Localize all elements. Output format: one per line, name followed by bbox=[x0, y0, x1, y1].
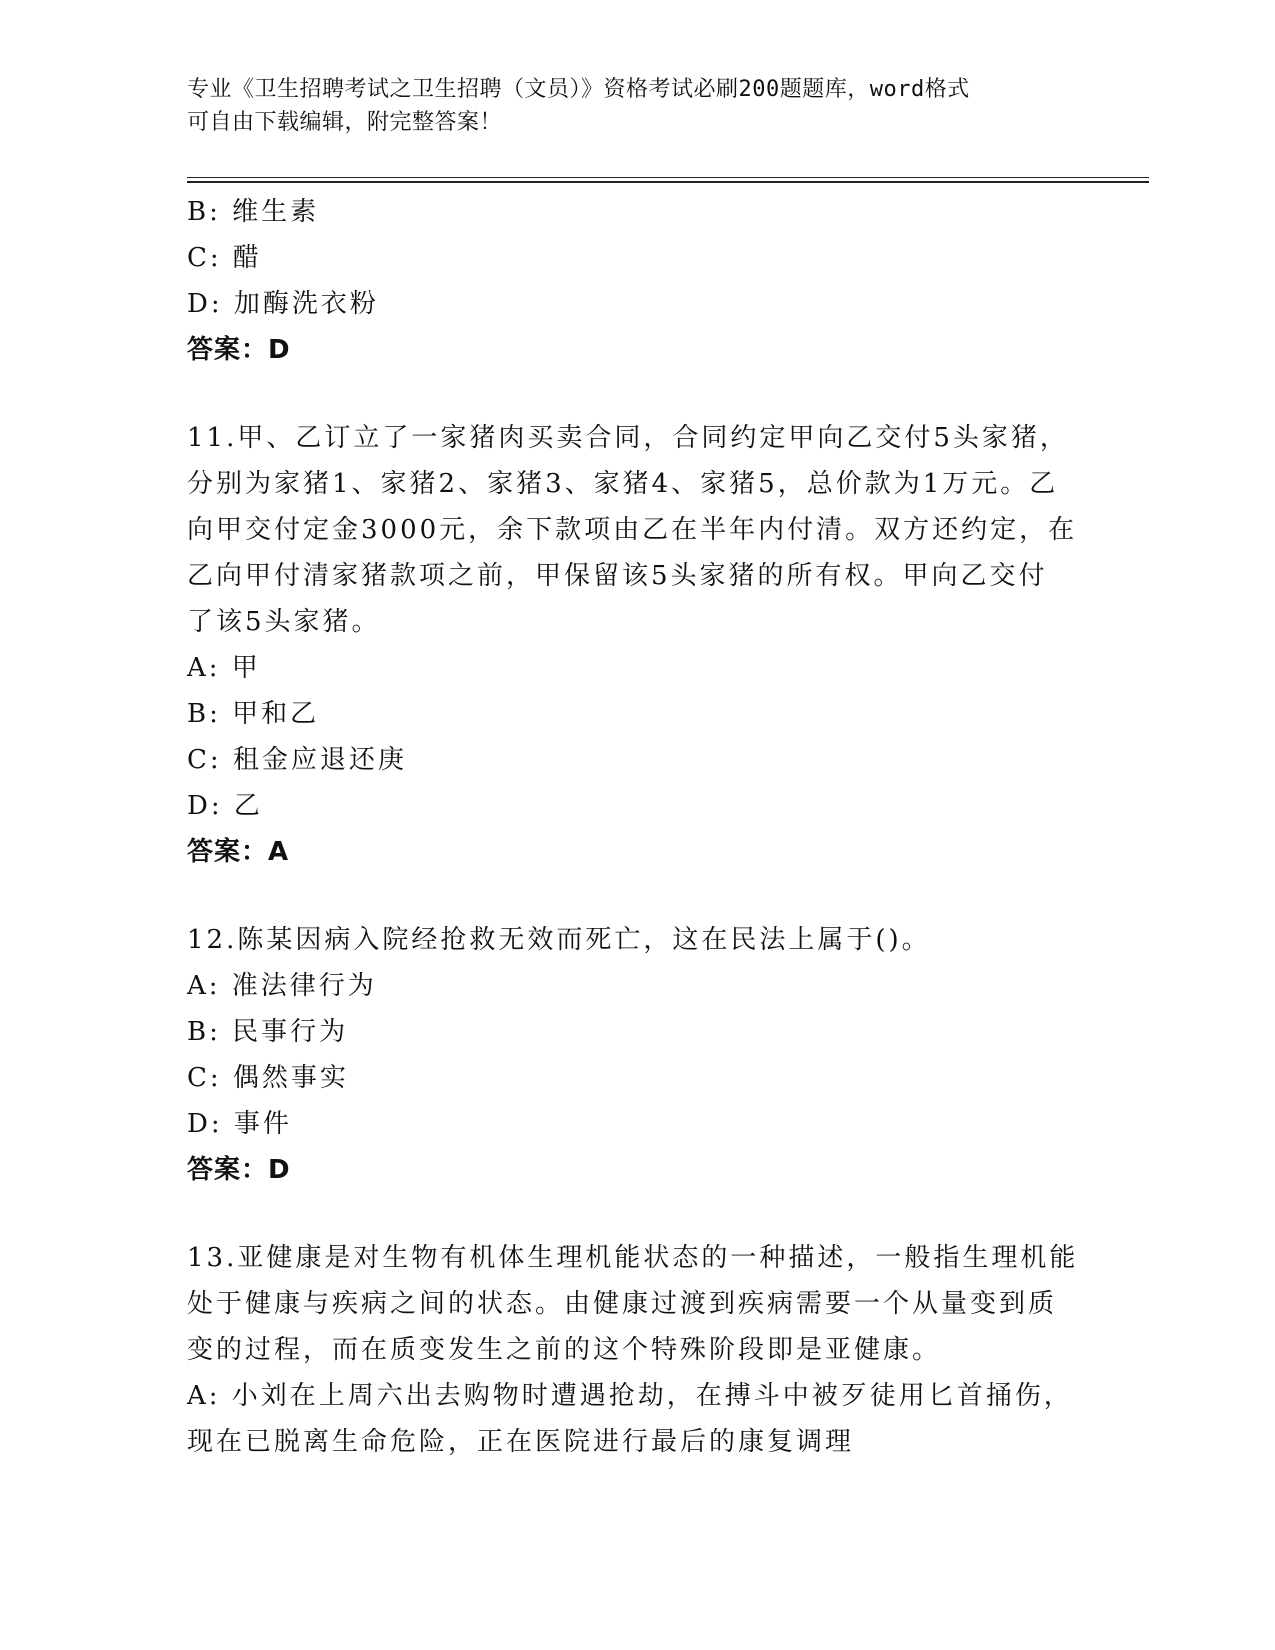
option-c: C: 租金应退还庚 bbox=[187, 745, 407, 775]
document-header bbox=[187, 73, 1087, 139]
question-text bbox=[187, 415, 1087, 645]
question-text-line: 13.亚健康是对生物有机体生理机能状态的一种描述，一般指生理机能 bbox=[187, 1243, 1079, 1273]
option-c: C: 醋 bbox=[187, 243, 262, 273]
option-d: D: 乙 bbox=[187, 791, 263, 821]
option-a: A: 甲 bbox=[187, 653, 261, 683]
question-12 bbox=[187, 917, 1087, 1193]
option-a: A: 准法律行为 bbox=[187, 971, 377, 1001]
spacer bbox=[187, 1193, 1087, 1235]
option-b: B: 民事行为 bbox=[187, 1017, 349, 1047]
question-text-line: 12.陈某因病入院经抢救无效而死亡，这在民法上属于()。 bbox=[187, 925, 931, 955]
question-text-line: 处于健康与疾病之间的状态。由健康过渡到疾病需要一个从量变到质 bbox=[187, 1289, 1058, 1319]
question-text-line: 变的过程，而在质变发生之前的这个特殊阶段即是亚健康。 bbox=[187, 1335, 942, 1365]
question-body bbox=[187, 189, 1087, 1465]
answer-label: 答案：A bbox=[187, 837, 290, 867]
question-10-remainder bbox=[187, 189, 1087, 373]
option-b: B: 维生素 bbox=[187, 197, 320, 227]
question-13 bbox=[187, 1235, 1087, 1465]
question-text-line: 11.甲、乙订立了一家猪肉买卖合同，合同约定甲向乙交付5头家猪， bbox=[187, 423, 1069, 453]
answer-label: 答案：D bbox=[187, 1155, 291, 1185]
option-c: C: 偶然事实 bbox=[187, 1063, 349, 1093]
question-11 bbox=[187, 415, 1087, 875]
option-a-continued: 现在已脱离生命危险，正在医院进行最后的康复调理 bbox=[187, 1427, 855, 1457]
option-d: D: 加酶洗衣粉 bbox=[187, 289, 379, 319]
option-b: B: 甲和乙 bbox=[187, 699, 320, 729]
option-a: A: 小刘在上周六出去购物时遭遇抢劫，在搏斗中被歹徒用匕首捅伤， bbox=[187, 1381, 1073, 1411]
question-text-line: 向甲交付定金3000元，余下款项由乙在半年内付清。双方还约定，在 bbox=[187, 515, 1078, 545]
question-text-line: 乙向甲付清家猪款项之前，甲保留该5头家猪的所有权。甲向乙交付 bbox=[187, 561, 1048, 591]
question-text-line: 了该5头家猪。 bbox=[187, 607, 381, 637]
header-line-1: 专业《卫生招聘考试之卫生招聘（文员）》资格考试必刷200题题库，word格式 bbox=[187, 77, 970, 102]
header-divider-thick bbox=[187, 181, 1149, 183]
header-divider-thin bbox=[187, 177, 1149, 178]
spacer bbox=[187, 373, 1087, 415]
question-text-line: 分别为家猪1、家猪2、家猪3、家猪4、家猪5，总价款为1万元。乙 bbox=[187, 469, 1059, 499]
spacer bbox=[187, 875, 1087, 917]
option-d: D: 事件 bbox=[187, 1109, 292, 1139]
header-line-2: 可自由下载编辑，附完整答案！ bbox=[187, 110, 503, 135]
answer-label: 答案：D bbox=[187, 335, 291, 365]
